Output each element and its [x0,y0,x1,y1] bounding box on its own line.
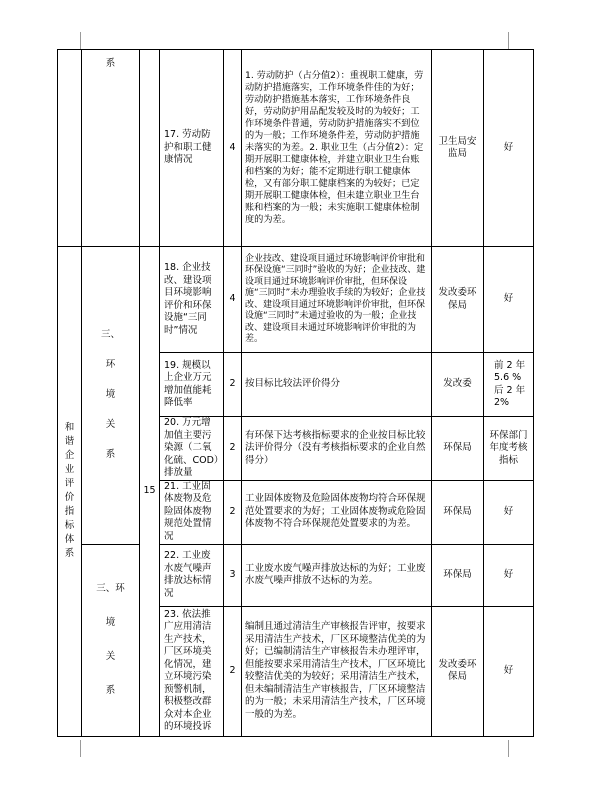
dept-cell: 环保局 [432,480,484,544]
result-cell: 好 [484,480,534,544]
dept-cell: 发改委 [432,353,484,417]
result-cell: 环保部门年度考核指标 [484,417,534,481]
item-cell: 19. 规模以上企业万元增加值能耗降低率 [160,353,224,417]
score-cell: 2 [224,480,242,544]
section-env-a [82,247,140,545]
item-cell: 23. 依法推广应用清洁生产技术，厂区环境美化情况，建立环境污染预警机制，积极整改群众对本企业的环境投诉 [160,606,224,736]
crop-mark-left-bottom [80,740,81,757]
item-cell: 20. 万元增加值主要污染源（二氧化硫、COD）排放量 [160,417,224,481]
criteria-cell: 工业废水废气噪声排放达标的为好；工业废水废气噪声排放不达标的为差。 [242,544,432,606]
category-score-cell-top [140,50,160,247]
section-env-a-4: 关 [105,419,116,431]
criteria-cell: 编制且通过清洁生产审核报告评审，按要求采用清洁生产技术，厂区环境整洁优美的为好；已编制清洁生产审核报告未办理评审，但能按要求采用清洁生产技术，厂区环境比较整洁优美的为较好；采用清洁生产技术，但未编制清洁生产审核报告，厂区环境整洁的为一般；未采用清洁生产技术，厂区环境一般的为差。 [242,606,432,736]
section-env-a-3: 境 [105,389,116,401]
category-score-cell: 15 [140,247,160,737]
section-env-b [82,544,140,736]
section-env-a-1: 三、 [100,329,120,341]
evaluation-table [57,49,534,737]
item-cell: 22. 工业废水废气噪声排放达标情况 [160,544,224,606]
crop-mark-right [508,32,509,49]
result-cell: 好 [484,544,534,606]
result-cell: 好 [484,606,534,736]
score-cell: 2 [224,417,242,481]
dept-cell: 发改委环保局 [432,606,484,736]
dept-cell: 卫生局安监局 [432,50,484,247]
section-env-a-2: 环 [105,359,116,371]
result-cell: 好 [484,50,534,247]
section-env-b-1: 三、环 [96,583,125,594]
section-env-a-5: 系 [105,449,116,461]
section-env-b-4: 系 [105,685,116,696]
criteria-cell: 工业固体废物及危险固体废物均符合环保规范处置要求的为好；工业固体废物或危险固体废物不符合环保规范处置要求的为差。 [242,480,432,544]
table-row [58,50,534,247]
criteria-cell: 1. 劳动防护（占分值2）：重视职工健康，劳动防护措施落实，工作环境条件佳的为好；劳动防护措施基本落实，工作环境条件良好，劳动防护用品配发较及时的为较好；工作环境条件普通，劳动防护措施落实不到位的为一般；工作环境条件差，劳动防护措施未落实的为差。2. 职业卫生（占分值2）：定期开展职工健康体检，并建立职业卫生台账和档案的为好；能不定期进行职工健康体检，又有部分职工健康档案的为较好；已定期开展职工健康体检，但未建立职业卫生台账和档案的为一般；未实施职工健康体检制度的为差。 [242,50,432,247]
dept-cell: 环保局 [432,544,484,606]
score-cell: 4 [224,50,242,247]
category-cell [58,247,82,737]
section-label-top: 系 [82,50,140,247]
item-cell: 21. 工业固体废物及危险固体废物规范处置情况 [160,480,224,544]
dept-cell: 发改委环保局 [432,247,484,353]
score-cell: 4 [224,247,242,353]
category-cell-top [58,50,82,247]
result-cell: 前 2 年 5.6 % 后 2 年 2% [484,353,534,417]
criteria-cell: 按目标比较法评价得分 [242,353,432,417]
item-cell: 17. 劳动防护和职工健康情况 [160,50,224,247]
score-cell: 2 [224,353,242,417]
table-row [58,247,534,353]
item-cell: 18. 企业技改、建设项目环境影响评价和环保设施“三同时”情况 [160,247,224,353]
section-env-b-3: 关 [105,651,116,662]
crop-mark-right-bottom [508,740,509,757]
dept-cell: 环保局 [432,417,484,481]
crop-mark-left [80,32,81,49]
criteria-cell: 有环保下达考核指标要求的企业按目标比较法评价得分（没有考核指标要求的企业自然得分） [242,417,432,481]
section-env-b-2: 境 [105,617,116,628]
score-cell: 2 [224,606,242,736]
result-cell: 好 [484,247,534,353]
table-row [58,544,534,606]
criteria-cell: 企业技改、建设项目通过环境影响评价审批和环保设施“三同时”验收的为好；企业技改、建设项目通过环境影响评价审批，但环保设施“三同时”未办理验收手续的为较好；企业技改、建设项目通过环境影响评价审批，但环保设施“三同时”未通过验收的为一般；企业技改、建设项目未通过环境影响评价审批的为差。 [242,247,432,353]
category-label: 和谐企业评价指标体系 [64,422,75,560]
score-cell: 3 [224,544,242,606]
